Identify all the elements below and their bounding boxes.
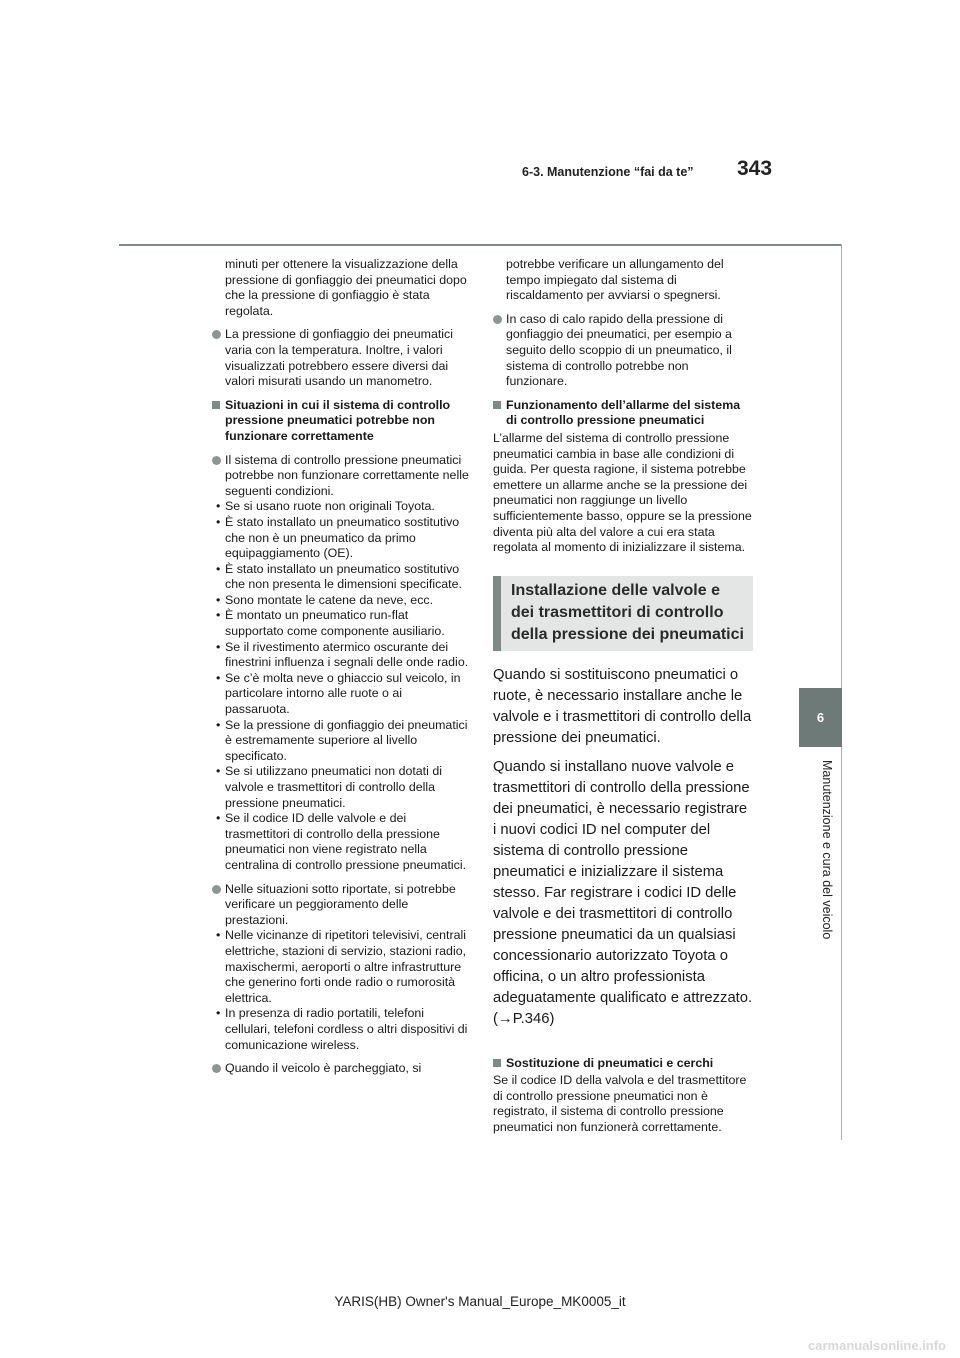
subheading: Sostituzione di pneumatici e cerchi xyxy=(493,1056,753,1072)
page-number: 343 xyxy=(737,157,773,180)
bullet-item: Quando il veicolo è parcheggiato, si xyxy=(212,1061,470,1077)
interference-list xyxy=(212,928,470,1053)
bullet-item: La pressione di gonfiaggio dei pneumatici varia con la temperatura. Inoltre, i valori visualizzati potrebbero essere diversi dai valori misurati usando un manometro. xyxy=(212,327,470,389)
condition-list xyxy=(212,499,470,873)
right-column xyxy=(493,257,753,1144)
header-divider xyxy=(119,244,841,246)
list-item: • Se la pressione di gonfiaggio dei pneumatici è estremamente superiore al livello specificato. xyxy=(216,717,468,763)
paragraph: L’allarme del sistema di controllo pressione pneumatici cambia in base alle condizioni di guida. Per questa ragione, il sistema potrebbe emettere un allarme anche se la pressione dei pneumatici non raggiunge un livello sufficientemente basso, oppure se la pressione diventa più alta del valore a cui era stata regolata al momento di inizializzare il sistema. xyxy=(493,430,752,555)
left-column xyxy=(212,257,470,1085)
paragraph: Se il codice ID della valvola e del trasmettitore di controllo pressione pneumatici non è registrato, il sistema di controllo pressione pneumatici non funzionerà correttamente. xyxy=(493,1073,747,1135)
list-item: • È stato installato un pneumatico sostitutivo che non presenta le dimensioni specificate. xyxy=(216,561,462,592)
section-header: 6-3. Manutenzione “fai da te” xyxy=(522,165,694,179)
bullet-dot-icon xyxy=(212,1064,221,1073)
list-item: • È montato un pneumatico run-flat supportato come componente ausiliario. xyxy=(216,608,445,639)
bullet-dot-icon xyxy=(212,885,221,894)
bullet-dot-icon xyxy=(212,456,221,465)
bullet-item: In caso di calo rapido della pressione di gonfiaggio dei pneumatici, per esempio a seguito dello scoppio di un pneumatico, il sistema di controllo potrebbe non funzionare. xyxy=(493,312,753,390)
chapter-tab: 6 xyxy=(799,688,842,747)
list-item: • In presenza di radio portatili, telefoni cellulari, telefoni cordless o altri dispositivi di comunicazione wireless. xyxy=(216,1006,468,1052)
list-item: • È stato installato un pneumatico sostitutivo che non è un pneumatico da primo equipaggiamento (OE). xyxy=(216,514,460,561)
footer-text: YARIS(HB) Owner's Manual_Europe_MK0005_it xyxy=(334,1294,626,1309)
bullet-item: Il sistema di controllo pressione pneumatici potrebbe non funzionare correttamente nelle seguenti condizioni. xyxy=(212,453,470,500)
square-bullet-icon xyxy=(493,401,501,409)
square-bullet-icon xyxy=(493,1059,501,1067)
list-item: • Se si usano ruote non originali Toyota. xyxy=(216,499,435,514)
body-paragraph: Quando si sostituiscono pneumatici o ruote, è necessario installare anche le valvole e i trasmettitori di controllo della pressione dei pneumatici. xyxy=(493,666,752,746)
subheading: Situazioni in cui il sistema di controllo pressione pneumatici potrebbe non funzionare correttamente xyxy=(212,398,470,445)
subheading: Funzionamento dell’allarme del sistema di controllo pressione pneumatici xyxy=(493,398,753,429)
square-bullet-icon xyxy=(212,401,220,409)
bullet-item: Nelle situazioni sotto riportate, si potrebbe verificare un peggioramento delle prestazioni. xyxy=(212,882,470,929)
list-item: • Nelle vicinanze di ripetitori televisivi, centrali elettriche, stazioni di servizio, stazioni radio, maxischermi, aeroporti o altre infrastrutture che generino forti onde radio o rumorosità elettrica. xyxy=(216,928,467,1005)
list-item: • Sono montate le catene da neve, ecc. xyxy=(216,592,434,607)
bullet-dot-icon xyxy=(212,330,221,339)
body-paragraph: Quando si installano nuove valvole e trasmettitori di controllo della pressione dei pneumatici, è necessario registrare i nuovi codici ID nel computer del sistema di controllo pressione pneumatici e inizializzare il sistema stesso. Far registrare i codici ID delle valvole e dei trasmettitori di controllo pressione pneumatici da un qualsiasi concessionario autorizzato Toyota o officina, o un altro professionista adeguatamente qualificato e attrezzato. (→P.346) xyxy=(493,758,753,1027)
bullet-dot-icon xyxy=(493,315,502,324)
list-item: • Se si utilizzano pneumatici non dotati di valvole e trasmettitori di controllo della pressione pneumatici. xyxy=(216,764,442,810)
list-item: • Se il codice ID delle valvole e dei trasmettitori di controllo della pressione pneumatici non viene registrato nella centralina di controllo pressione pneumatici. xyxy=(216,811,467,872)
list-item: • Se c’è molta neve o ghiaccio sul veicolo, in particolare intorno alle ruote o ai passaruota. xyxy=(216,670,461,717)
watermark: carmanualsonline.info xyxy=(808,1338,946,1353)
section-title: Installazione delle valvole e dei trasmettitori di controllo della pressione dei pneumatici xyxy=(493,576,753,651)
continued-text: minuti per ottenere la visualizzazione della pressione di gonfiaggio dei pneumatici dopo che la pressione di gonfiaggio è stata regolata. xyxy=(225,257,467,318)
continued-text: potrebbe verificare un allungamento del tempo impiegato dal sistema di riscaldamento per avviarsi o spegnersi. xyxy=(506,257,724,303)
list-item: • Se il rivestimento atermico oscurante dei finestrini influenza i segnali delle onde radio. xyxy=(216,639,469,670)
chapter-label: Manutenzione e cura del veicolo xyxy=(820,760,834,940)
